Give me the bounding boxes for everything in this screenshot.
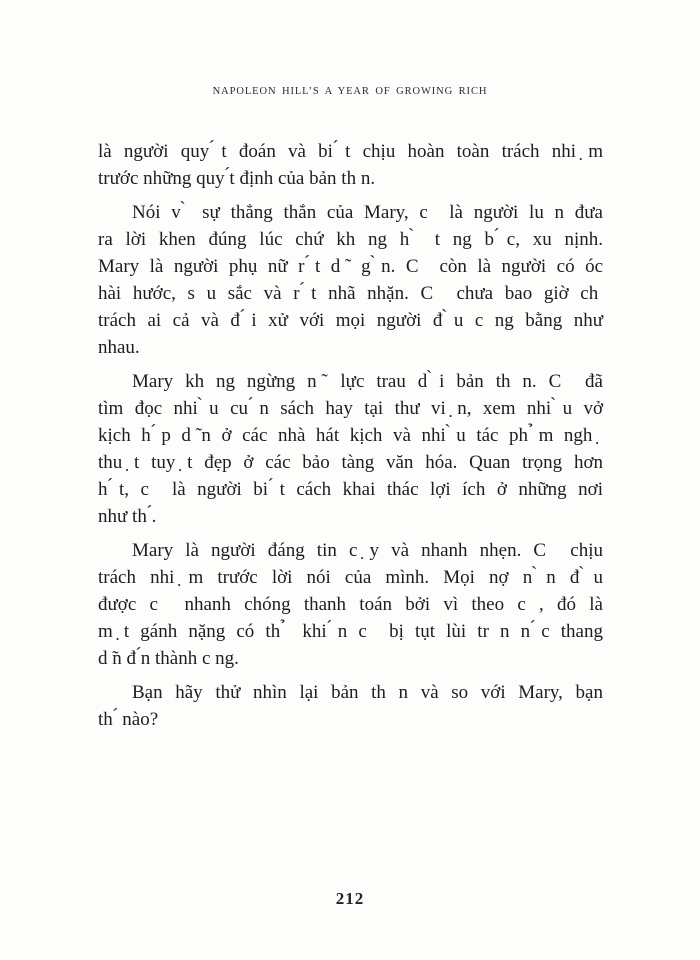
text-line: ra lời khen đúng lúc chứ kh ng h ̀ t ng b ́c, xu nịnh. <box>98 229 603 250</box>
text-line: Bạn hãy thử nhìn lại bản th n và so với Mary, bạn <box>132 682 603 703</box>
text-line: là người quy ́t đoán và bi ́t chịu hoàn toàn trách nhi ̣m <box>98 141 603 162</box>
text-line: hài hước, s u sắc và r ́t nhã nhặn. C chưa bao giờ ch <box>98 283 603 304</box>
text-line: nhau. <box>98 337 140 358</box>
paragraph <box>98 537 603 672</box>
text-line: trách nhi ̣m trước lời nói của mình. Mọi nợ n ̀n đ ̀u <box>98 567 603 588</box>
paragraph <box>98 679 603 733</box>
text-line: d ̃n đ ́n thành c ng. <box>98 648 239 669</box>
text-line: m ̣t gánh nặng có th ̉ khi ́n c bị tụt lùi tr n n ́c thang <box>98 621 603 642</box>
text-line: kịch h ́p d ̃n ở các nhà hát kịch và nhi ̀u tác ph ̉m ngh ̣ <box>98 425 603 446</box>
paragraph <box>98 199 603 361</box>
page-body <box>98 138 603 733</box>
text-line: Nói v ̀ sự thẳng thắn của Mary, c là người lu n đưa <box>132 202 603 223</box>
text-line: Mary là người phụ nữ r ́t d ̃ g ̀n. C còn là người có óc <box>98 256 603 277</box>
page-number: 212 <box>335 889 365 908</box>
text-line: được c nhanh chóng thanh toán bởi vì theo c , đó là <box>98 594 603 615</box>
text-line: trước những quy ́t định của bản th n. <box>98 168 376 189</box>
text-line: Mary kh ng ngừng n ̃ lực trau d ̀i bản th n. C đã <box>132 371 603 392</box>
running-header-title: NAPOLEON HILL’S A YEAR OF GROWING RICH <box>212 86 488 97</box>
text-line: trách ai cả và đ ́i xử với mọi người đ ̀u c ng bằng như <box>98 310 603 331</box>
text-line: th ́ nào? <box>98 709 159 730</box>
paragraph <box>98 138 603 192</box>
text-line: Mary là người đáng tin c ̣y và nhanh nhẹn. C chịu <box>132 540 603 561</box>
paragraph <box>98 368 603 530</box>
text-line: thu ̣t tuy ̣t đẹp ở các bảo tàng văn hóa. Quan trọng hơn <box>98 452 603 473</box>
text-line: h ́t, c là người bi ́t cách khai thác lợi ích ở những nơi <box>98 479 603 500</box>
text-line: như th ́. <box>98 506 157 527</box>
text-line: tìm đọc nhi ̀u cu ́n sách hay tại thư vi ̣n, xem nhi ̀u vở <box>98 398 603 419</box>
